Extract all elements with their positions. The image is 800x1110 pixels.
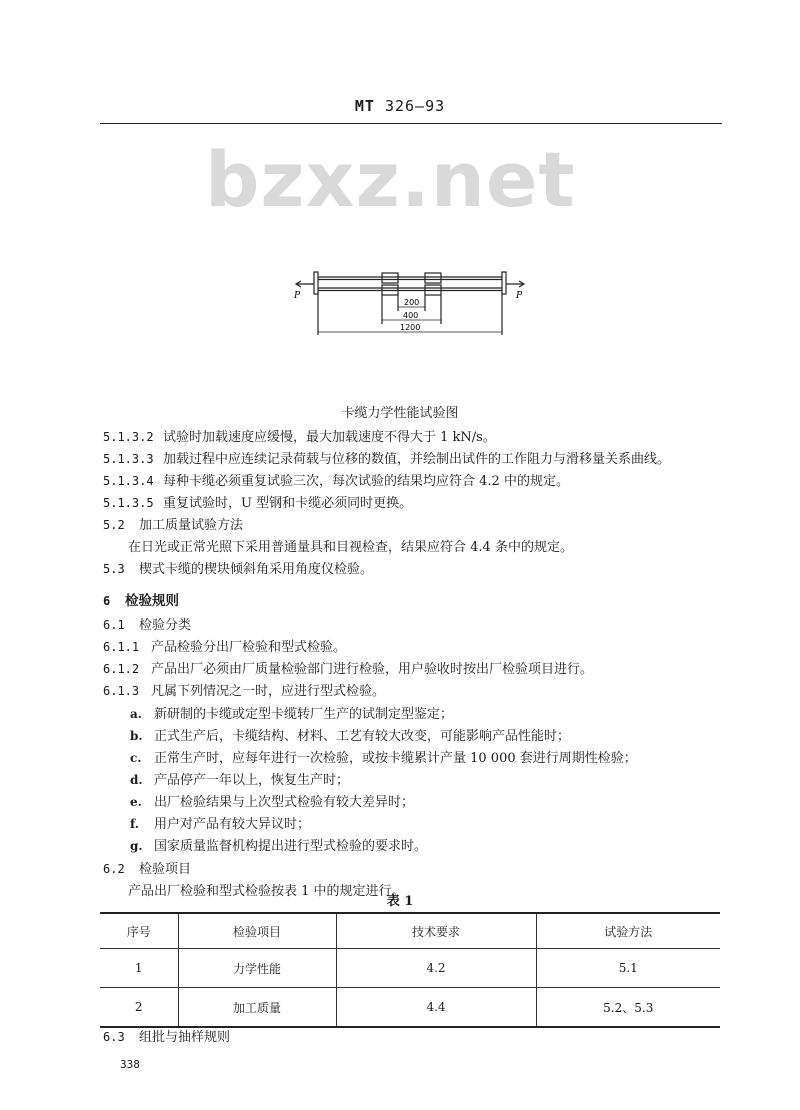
list-item-b: b. 正式生产后，卡缆结构、材料、工艺有较大改变，可能影响产品性能时； — [130, 729, 571, 744]
clause-5-1-3-4: 5.1.3.4 每种卡缆必须重复试验三次，每次试验的结果均应符合 4.2 中的规定。 — [103, 474, 569, 489]
test-diagram — [290, 262, 530, 342]
standard-number: 326—93 — [384, 97, 446, 115]
table-cell: 4.2 — [336, 949, 536, 988]
table-header-cell: 试验方法 — [536, 913, 720, 949]
clause-6-1-2: 6.1.2 产品出厂必须由厂质量检验部门进行检验，用户验收时按出厂检验项目进行。 — [103, 662, 594, 677]
paragraph-6-2: 产品出厂检验和型式检验按表 1 中的规定进行。 — [128, 884, 405, 899]
list-item-a: a. 新研制的卡缆或定型卡缆转厂生产的试制定型鉴定； — [130, 707, 454, 722]
dim-label-1200: 1200 — [400, 323, 421, 332]
right-end-plate — [502, 272, 506, 294]
clause-6-1-1: 6.1.1 产品检验分出厂检验和型式检验。 — [103, 640, 347, 655]
clause-5-1-3-3: 5.1.3.3 加载过程中应连续记录荷载与位移的数值，并绘制出试件的工作阻力与滑移量关系曲线。 — [103, 452, 671, 467]
clause-6-1-3: 6.1.3 凡属下列情况之一时，应进行型式检验。 — [103, 684, 386, 699]
table-header-cell: 检验项目 — [178, 913, 336, 949]
table-row — [100, 949, 720, 988]
table-cell: 1 — [100, 949, 178, 988]
header-rule — [100, 123, 722, 124]
page-number: 338 — [120, 1058, 140, 1071]
table-cell: 2 — [100, 988, 178, 1028]
watermark-text: bzxz.net — [205, 135, 576, 224]
list-item-g: g. 国家质量监督机构提出进行型式检验的要求时。 — [130, 839, 428, 854]
clause-6-2: 6.2 检验项目 — [103, 862, 192, 877]
inspection-table — [100, 912, 720, 1028]
clamp-right-top — [425, 273, 441, 283]
load-label-left: P — [294, 291, 301, 301]
clause-5-2: 5.2 加工质量试验方法 — [103, 518, 244, 533]
list-item-f: f. 用户对产品有较大异议时； — [130, 817, 311, 832]
clause-5-1-3-5: 5.1.3.5 重复试验时，U 型钢和卡缆必须同时更换。 — [103, 496, 413, 511]
paragraph-5-2: 在日光或正常光照下采用普通量具和目视检查，结果应符合 4.4 条中的规定。 — [128, 540, 573, 555]
dim-label-200: 200 — [404, 298, 420, 307]
clause-5-3: 5.3 楔式卡缆的楔块倾斜角采用角度仪检验。 — [103, 562, 374, 577]
table-cell: 5.1 — [536, 949, 720, 988]
table-header-cell: 技术要求 — [336, 913, 536, 949]
document-code — [0, 97, 800, 115]
table-cell: 5.2、5.3 — [536, 988, 720, 1028]
load-label-right: P — [516, 291, 523, 301]
figure-caption: 卡缆力学性能试验图 — [341, 406, 459, 421]
clause-6-3: 6.3 组批与抽样规则 — [103, 1030, 231, 1045]
table-header-row — [100, 913, 720, 949]
left-end-plate — [314, 272, 318, 294]
list-item-c: c. 正常生产时，应每年进行一次检验，或按卡缆累计产量 10 000 套进行周期性检验； — [130, 751, 637, 766]
list-item-d: d. 产品停产一年以上，恢复生产时； — [130, 773, 350, 788]
list-item-e: e. 出厂检验结果与上次型式检验有较大差异时； — [130, 795, 415, 810]
table-cell: 力学性能 — [178, 949, 336, 988]
table-cell: 加工质量 — [178, 988, 336, 1028]
clause-6-1: 6.1 检验分类 — [103, 618, 192, 633]
table-header-cell: 序号 — [100, 913, 178, 949]
table-title: 表 1 — [386, 894, 414, 909]
clause-5-1-3-2: 5.1.3.2 试验时加载速度应缓慢，最大加载速度不得大于 1 kN/s。 — [103, 430, 496, 445]
standard-prefix: MT — [354, 97, 375, 115]
table-row — [100, 988, 720, 1028]
clamp-left-top — [382, 273, 398, 283]
dim-label-400: 400 — [403, 311, 419, 320]
section-6-title: 6 检验规则 — [103, 593, 179, 609]
table-cell: 4.4 — [336, 988, 536, 1028]
